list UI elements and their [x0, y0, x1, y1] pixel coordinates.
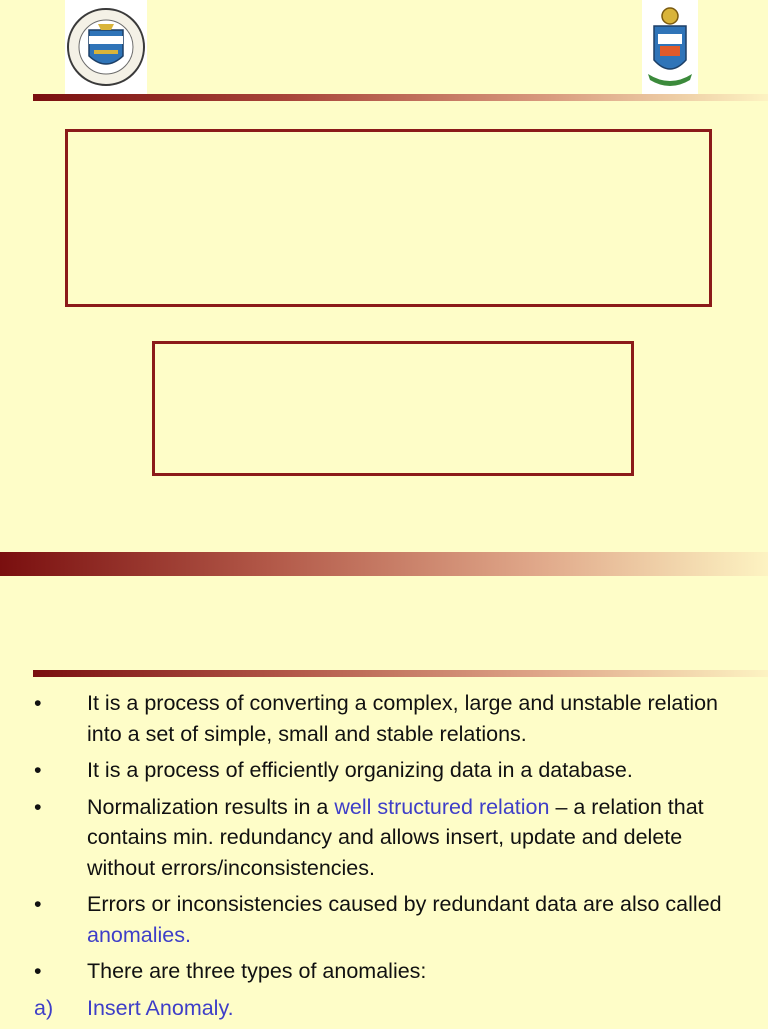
bullet-marker: • — [34, 691, 42, 715]
bullet-item — [30, 688, 745, 749]
bullet-text: Errors or inconsistencies caused by redundant data are also called — [87, 892, 722, 916]
anomaly-text: Insert Anomaly. — [87, 995, 234, 1020]
highlighted-term: well structured relation — [334, 794, 550, 819]
university-logo — [642, 0, 698, 94]
content-divider — [33, 670, 768, 677]
bullet-marker: • — [34, 794, 42, 819]
bullet-text: Normalization results in a — [87, 794, 335, 819]
bullet-marker: • — [34, 758, 42, 782]
anomaly-marker: a) — [34, 995, 54, 1020]
bullet-item — [30, 889, 745, 950]
bullet-marker: • — [34, 959, 42, 983]
bullet-text: – a relation that contains min. redundancy and allows insert, update and delete without errors/inconsistencies. — [87, 794, 704, 880]
bullet-text: It is a process of efficiently organizing data in a database. — [87, 758, 633, 782]
bullet-item — [30, 956, 745, 987]
bullet-marker: • — [34, 892, 42, 916]
top-divider — [33, 94, 768, 101]
bullet-list — [30, 688, 745, 1029]
bullet-item — [30, 755, 745, 786]
bullet-item — [30, 792, 745, 884]
middle-band — [0, 552, 768, 576]
university-crest-icon — [642, 0, 698, 94]
pucit-logo — [65, 0, 147, 94]
bullet-text: There are three types of anomalies: — [87, 959, 427, 983]
college-seal-icon — [65, 0, 147, 94]
highlighted-term: anomalies. — [87, 922, 191, 947]
bullet-text: It is a process of converting a complex, large and unstable relation into a set of simple, small and stable relations. — [87, 691, 719, 746]
subtitle-frame — [152, 341, 634, 476]
anomaly-item — [30, 993, 745, 1024]
title-frame — [65, 129, 712, 307]
